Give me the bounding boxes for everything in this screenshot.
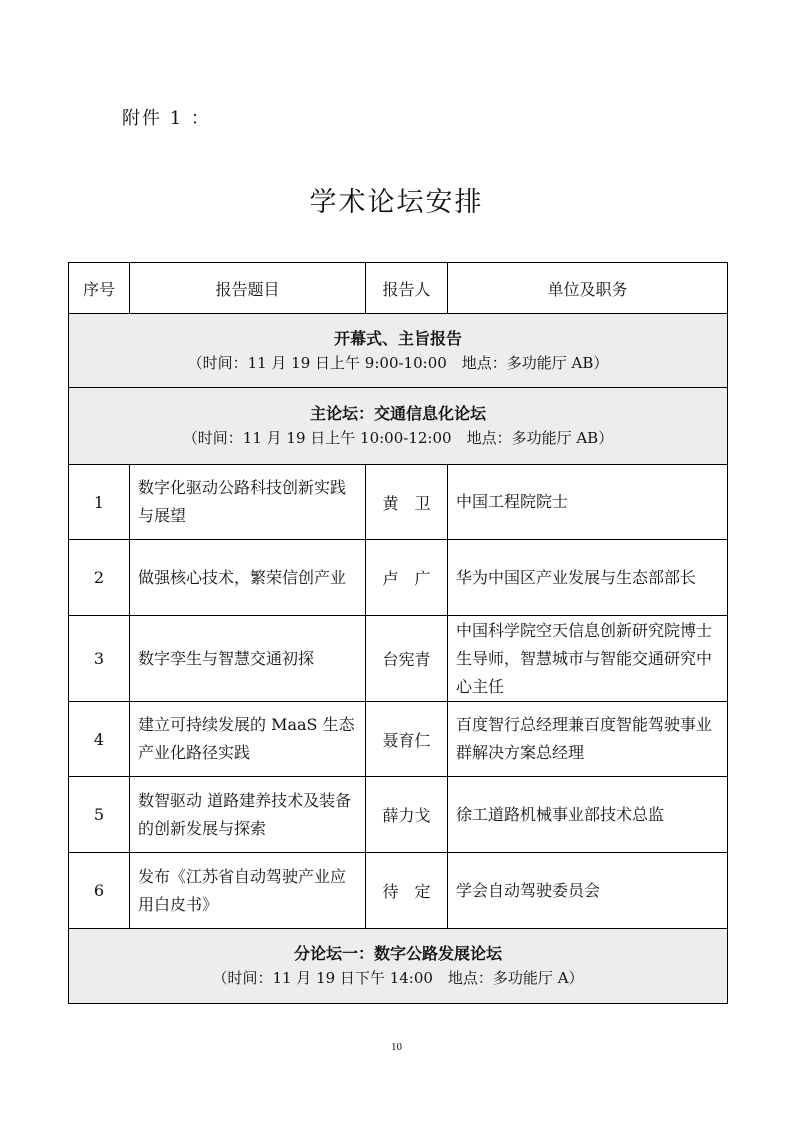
row-speaker: 卢 广 bbox=[366, 540, 448, 616]
row-number: 2 bbox=[69, 540, 130, 616]
row-org: 徐工道路机械事业部技术总监 bbox=[448, 777, 728, 853]
row-topic: 数字孪生与智慧交通初探 bbox=[130, 616, 366, 702]
row-speaker: 聂育仁 bbox=[366, 702, 448, 777]
row-number: 1 bbox=[69, 465, 130, 540]
row-org: 学会自动驾驶委员会 bbox=[448, 853, 728, 929]
row-topic: 建立可持续发展的 MaaS 生态产业化路径实践 bbox=[130, 702, 366, 777]
table-header-row bbox=[69, 263, 728, 314]
header-topic: 报告题目 bbox=[130, 263, 366, 314]
session-row-opening bbox=[69, 314, 728, 388]
header-no: 序号 bbox=[69, 263, 130, 314]
row-number: 4 bbox=[69, 702, 130, 777]
row-speaker: 待 定 bbox=[366, 853, 448, 929]
row-org: 百度智行总经理兼百度智能驾驶事业群解决方案总经理 bbox=[448, 702, 728, 777]
session-info: （时间：11 月 19 日下午 14:00 地点：多功能厅 A） bbox=[212, 969, 584, 987]
row-org: 中国工程院院士 bbox=[448, 465, 728, 540]
table-row bbox=[69, 702, 728, 777]
session-info: （时间：11 月 19 日上午 10:00-12:00 地点：多功能厅 AB） bbox=[182, 429, 614, 447]
row-number: 5 bbox=[69, 777, 130, 853]
page-title: 学术论坛安排 bbox=[309, 187, 484, 218]
table-row bbox=[69, 777, 728, 853]
header-org: 单位及职务 bbox=[448, 263, 728, 314]
session-cell bbox=[69, 388, 728, 465]
session-cell bbox=[69, 314, 728, 388]
session-title: 分论坛一：数字公路发展论坛 bbox=[293, 944, 502, 963]
row-speaker: 黄 卫 bbox=[366, 465, 448, 540]
table-row bbox=[69, 465, 728, 540]
session-row-sub1 bbox=[69, 929, 728, 1004]
forum-schedule-table bbox=[68, 262, 728, 1004]
session-title: 开幕式、主旨报告 bbox=[333, 328, 462, 348]
table-row bbox=[69, 540, 728, 616]
row-topic: 做强核心技术，繁荣信创产业 bbox=[130, 540, 366, 616]
session-cell bbox=[69, 929, 728, 1004]
attachment-label: 附件 1 ： bbox=[122, 108, 211, 129]
table-row bbox=[69, 616, 728, 702]
row-speaker: 薛力戈 bbox=[366, 777, 448, 853]
session-title: 主论坛：交通信息化论坛 bbox=[309, 404, 486, 423]
table-row bbox=[69, 853, 728, 929]
row-topic: 数智驱动 道路建养技术及装备的创新发展与探索 bbox=[130, 777, 366, 853]
session-info: （时间：11 月 19 日上午 9:00-10:00 地点：多功能厅 AB） bbox=[187, 353, 609, 372]
row-topic: 发布《江苏省自动驾驶产业应用白皮书》 bbox=[130, 853, 366, 929]
row-org: 华为中国区产业发展与生态部部长 bbox=[448, 540, 728, 616]
header-speaker: 报告人 bbox=[366, 263, 448, 314]
row-number: 6 bbox=[69, 853, 130, 929]
page-number: 10 bbox=[391, 1041, 402, 1053]
row-speaker: 台宪青 bbox=[366, 616, 448, 702]
row-number: 3 bbox=[69, 616, 130, 702]
session-row-main bbox=[69, 388, 728, 465]
row-topic: 数字化驱动公路科技创新实践与展望 bbox=[130, 465, 366, 540]
row-org: 中国科学院空天信息创新研究院博士生导师，智慧城市与智能交通研究中心主任 bbox=[448, 616, 728, 702]
